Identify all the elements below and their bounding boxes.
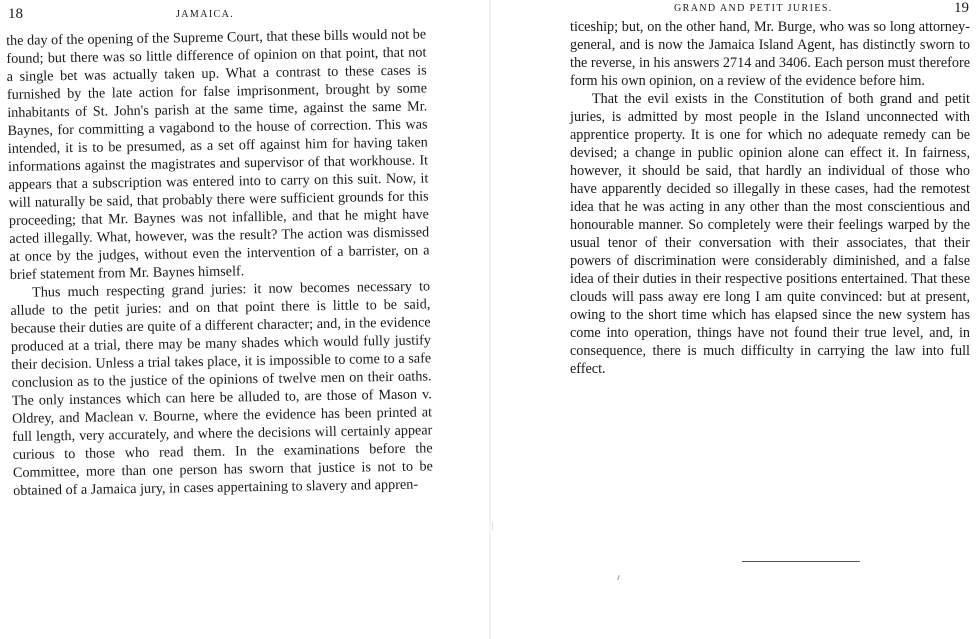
running-head: JAMAICA.	[176, 9, 235, 20]
paper-speck	[492, 522, 493, 530]
end-rule	[742, 561, 860, 562]
paragraph: the day of the opening of the Supreme Court, that these bills would not be found; but there was so little difference of opinion on that point, that not a single bet was actually taken up. What a contrast to these cases is furnished by the late action for false imprisonment, brought by some inhabitants of St. John's parish at the same time, against the same Mr. Baynes, for committing a vagabond to the house of correction. This was intended, it is to be presumed, as a set off against him for having taken informations against the magistrates and supervisor of that workhouse. It appears that a subscription was entered into to carry on this suit. Now, it will naturally be said, that probably there were sufficient grounds for this proceeding; that Mr. Baynes was not infallible, and that he might have acted illegally. What, however, was the result? The action was dismissed at once by the judges, without even the intervention of a barrister, on a brief statement from Mr. Baynes himself.	[6, 26, 430, 283]
paragraph: Thus much respecting grand juries: it now becomes necessary to allude to the petit juries: and on that point there is little to be said, because their duties are quite of a different character; and, in the evidence produced at a trial, there may be many shades which would fully justify their decision. Unless a trial takes place, it is impossible to come to a safe conclusion as to the justice of the opinions of twelve men on their oaths. The only instances which can here be alluded to, are those of Mason v. Oldrey, and Maclean v. Bourne, where the evidence has been printed at full length, very accurately, and where the decisions will certainly appear curious to those who read them. In the examinations before the Committee, more than one person has sworn that justice is not to be obtained of a Jamaica jury, in cases appertaining to slavery and appren-	[10, 278, 434, 499]
paragraph: That the evil exists in the Constitution of both grand and petit juries, is admitted by most people in the Island unconnected with apprentice property. It is one for which no adequate remedy can be devised; a change in public opinion alone can effect it. In fairness, however, it should be said, that hardly an individual of those who have apparently decided so illegally in these cases, had the remotest idea that he was acting in any other than the most conscientious and honourable manner. So completely were their feelings warped by the usual tenor of their conversation with their associates, that their powers of discrimination were considerably diminished, and a false idea of their duties in their respective positions entertained. That these clouds will pass away ere long I am quite convinced: but at present, owing to the short time which has elapsed since the new system has come into operation, things have not found their true level, and, in consequence, there is much difficulty in carrying the law into full effect.	[570, 91, 970, 377]
right-page	[490, 0, 980, 639]
page-number: 19	[954, 0, 969, 16]
page-number: 18	[8, 6, 23, 22]
paper-speck	[617, 575, 620, 580]
body-text	[6, 25, 433, 500]
running-head: GRAND AND PETIT JURIES.	[674, 3, 833, 14]
body-text	[570, 18, 970, 378]
paragraph: ticeship; but, on the other hand, Mr. Burge, who was so long attorney-general, and is now the Jamaica Island Agent, has distinctly sworn to the reverse, in his answers 2714 and 3406. Each person must therefore form his own opinion, on a review of the evidence before him.	[570, 19, 970, 89]
